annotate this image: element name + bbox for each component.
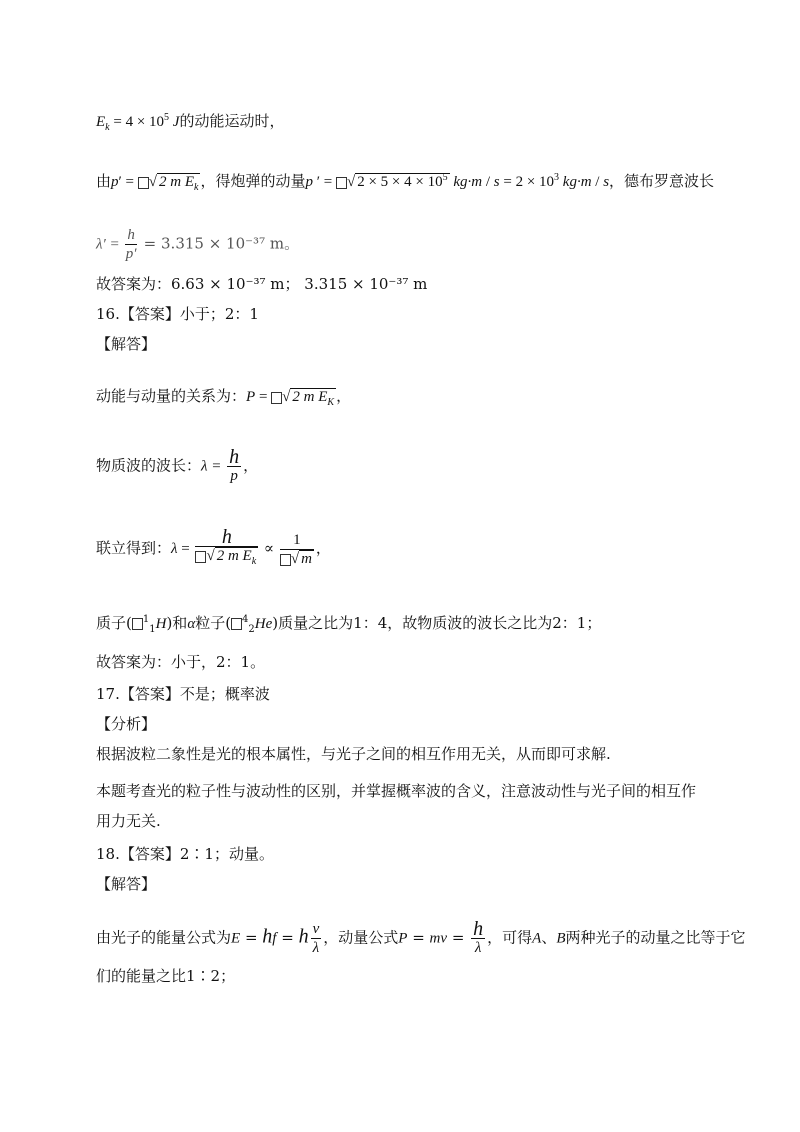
- line-wavelength-result: λ′ = $\frac{h}{p'}$ = 3.315 × 10⁻³⁷ m。: [96, 227, 300, 262]
- answer-17: 17.【答案】不是；概率波: [96, 685, 270, 703]
- line-energy-ratio: 们的能量之比1∶2；: [96, 967, 236, 985]
- line-mass-ratio: 质子( $^1_1$H)和α粒子( $^4_2$He)质量之比为1：4，故物质波的波长之比为2：1；: [96, 614, 602, 635]
- answer-18: 18.【答案】2∶1；动量。: [96, 845, 274, 863]
- momentum-formula: p′ = √ 2 m $E_k$: [111, 174, 199, 193]
- line-answer-15: 故答案为：6.63 × 10⁻³⁷ m； 3.315 × 10⁻³⁷ m: [96, 275, 428, 293]
- ek-expression: $E_k = 4 \times 10^5$ J: [96, 112, 180, 133]
- line-momentum: 由p′ = √ 2 m $E_k$ ，得炮弹的动量p ′ = √ $2 \times 5 \times 4 \times 10^5$ $kg\cdot m / s = 2 \times 10^3$ kg·m / s，德布罗意波长: [96, 172, 715, 193]
- analysis-17-note: 本题考查光的粒子性与波动性的区别，并掌握概率波的含义，注意波动性与光子间的相互作用力无关.: [96, 782, 697, 830]
- line-matter-wavelength: 物质波的波长：λ = $\frac{h}{p}$ ，: [96, 446, 259, 484]
- line-photon-formulas: 由光子的能量公式为E = hf = h $\frac{\nu}{\lambda}$ ，动量公式P = mv = $\frac{h}{\lambda}$ ，可得A、B两种光子的动量之比等于它: [96, 918, 746, 956]
- relation-formula: P = √ 2 m $E_K$: [246, 389, 335, 408]
- momentum-value: p ′ = √ $2 \times 5 \times 4 \times 10^5$ $kg\cdot m / s = 2 \times 10^3$ kg·m / s: [305, 172, 610, 190]
- line-ek-energy: $E_k = 4 \times 10^5$ J的动能运动时，: [96, 112, 285, 133]
- combined-formula: λ = $\frac{h}{√ 2 m E_k}$ ∝ $\frac{1}{√ m}$: [171, 526, 312, 567]
- heading-analysis-17: 【分析】: [96, 715, 157, 733]
- lambda-fraction: $\frac{h}{p}$: [229, 446, 240, 484]
- analysis-17-text: 根据波粒二象性是光的根本属性，与光子之间的相互作用无关，从而即可求解.: [96, 745, 611, 763]
- line-answer-16: 故答案为：小于，2：1。: [96, 653, 266, 671]
- line-combined: 联立得到：λ = $\frac{h}{√ 2 m E_k}$ ∝ $\frac{1}{√ m}$ ，: [96, 526, 331, 567]
- line-energy-momentum-relation: 动能与动量的关系为：P = √ 2 m $E_K$ ，: [96, 387, 352, 408]
- answer-16: 16.【答案】小于；2：1: [96, 305, 259, 323]
- heading-solution-16: 【解答】: [96, 335, 157, 353]
- h-over-p-fraction: $\frac{h}{p'}$: [125, 227, 137, 262]
- heading-solution-18: 【解答】: [96, 875, 157, 893]
